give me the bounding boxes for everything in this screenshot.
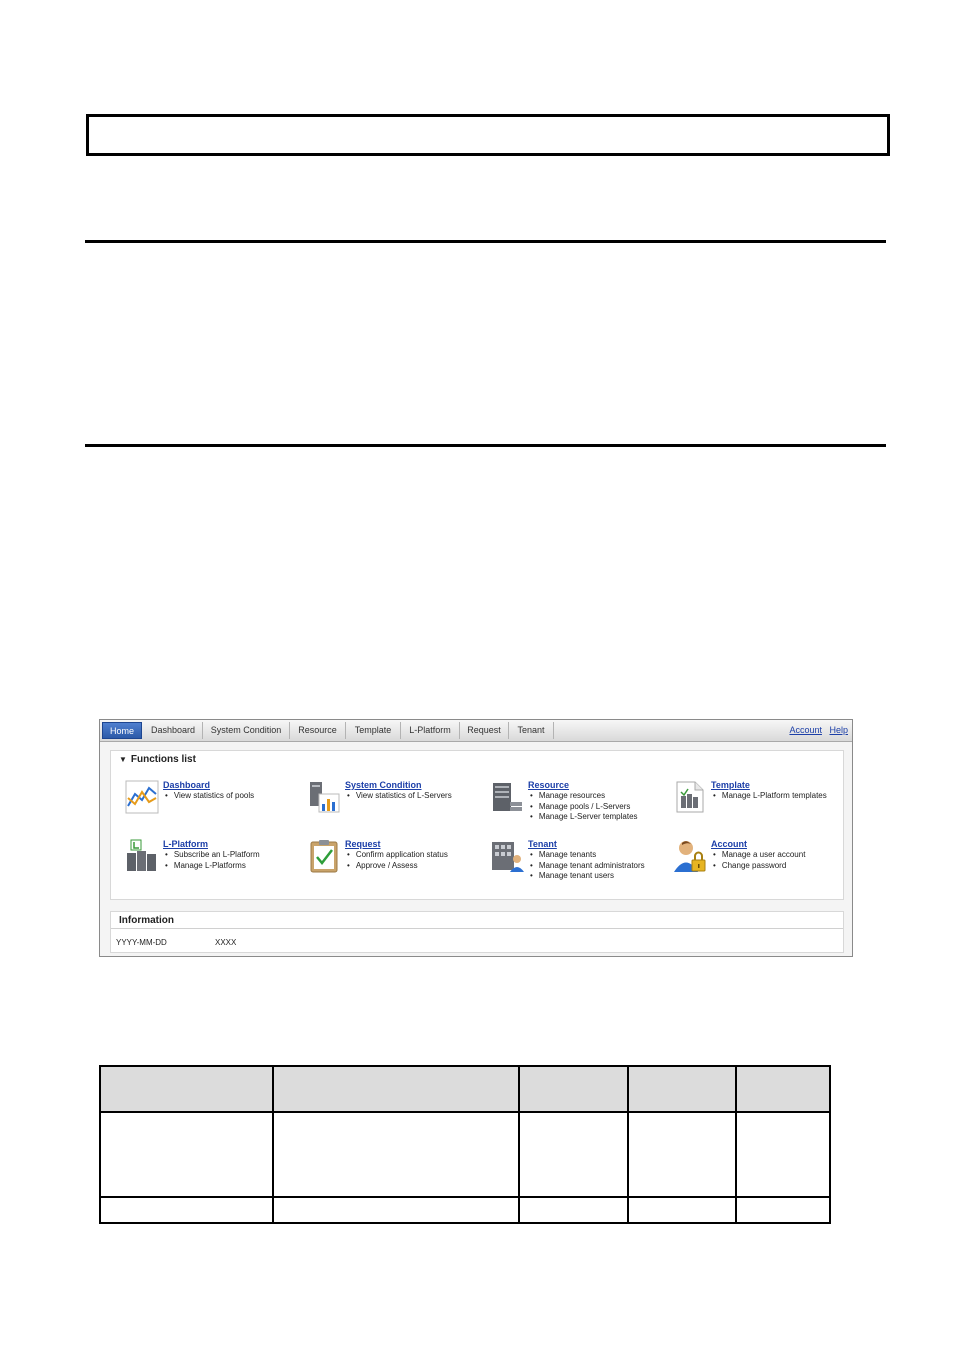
dashboard-chart-icon <box>125 780 159 814</box>
title-box <box>86 114 890 156</box>
bullet: • Manage resources <box>528 791 678 802</box>
functions-list-panel <box>110 750 844 900</box>
tab-tenant[interactable]: Tenant <box>509 722 554 739</box>
tenant-link[interactable]: Tenant <box>528 839 557 849</box>
function-dashboard-text <box>163 780 313 802</box>
table-cell <box>519 1197 628 1223</box>
function-request-text <box>345 839 495 871</box>
section-rule-2 <box>85 444 886 447</box>
table-cell <box>273 1112 519 1197</box>
l-platform-link[interactable]: L-Platform <box>163 839 208 849</box>
functions-list-title: Functions list <box>130 754 196 765</box>
top-links <box>784 725 848 735</box>
function-account-text <box>711 839 853 871</box>
table-header-cell <box>100 1066 273 1112</box>
bullet: • Confirm application status <box>345 850 495 861</box>
l-platform-icon <box>125 839 159 873</box>
function-template-text <box>711 780 853 802</box>
bullet: • Manage a user account <box>711 850 853 861</box>
information-title: Information <box>119 915 174 926</box>
tab-home[interactable]: Home <box>102 722 142 739</box>
bullet: • Manage tenants <box>528 850 678 861</box>
clipboard-check-icon <box>307 839 341 873</box>
function-l-platform-text <box>163 839 313 871</box>
bullet: • View statistics of pools <box>163 791 313 802</box>
tab-l-platform[interactable]: L-Platform <box>401 722 460 739</box>
table-cell <box>628 1112 736 1197</box>
request-link[interactable]: Request <box>345 839 381 849</box>
bullet: • Manage pools / L-Servers <box>528 802 678 813</box>
table-cell <box>628 1197 736 1223</box>
bullet: • Manage L-Platforms <box>163 861 313 872</box>
bullet: • Manage tenant users <box>528 871 678 882</box>
account-function-link[interactable]: Account <box>711 839 747 849</box>
function-tenant-text <box>528 839 678 882</box>
functions-list-header[interactable] <box>119 754 196 765</box>
collapse-triangle-icon: ▼ <box>119 755 127 764</box>
information-date: YYYY-MM-DD <box>116 938 167 947</box>
document-table <box>99 1065 831 1224</box>
template-document-icon <box>673 780 707 814</box>
tab-system-condition[interactable]: System Condition <box>203 722 290 739</box>
dashboard-link[interactable]: Dashboard <box>163 780 211 790</box>
bullet: • Change password <box>711 861 853 872</box>
tab-dashboard[interactable]: Dashboard <box>144 722 203 739</box>
table-cell <box>100 1197 273 1223</box>
console-screenshot <box>99 719 853 957</box>
tenant-building-icon <box>490 839 524 873</box>
information-divider <box>111 928 843 929</box>
information-panel <box>110 911 844 953</box>
table-cell <box>273 1197 519 1223</box>
system-condition-icon <box>307 780 341 814</box>
function-resource-text <box>528 780 678 823</box>
table-header-cell <box>628 1066 736 1112</box>
function-system-condition-text <box>345 780 495 802</box>
server-rack-icon <box>490 780 524 814</box>
table-cell <box>100 1112 273 1197</box>
system-condition-link[interactable]: System Condition <box>345 780 422 790</box>
tab-request[interactable]: Request <box>460 722 509 739</box>
bullet: • View statistics of L-Servers <box>345 791 495 802</box>
template-link[interactable]: Template <box>711 780 750 790</box>
table-header-cell <box>519 1066 628 1112</box>
bullet: • Manage L-Platform templates <box>711 791 853 802</box>
table-header-cell <box>273 1066 519 1112</box>
bullet: • Manage tenant administrators <box>528 861 678 872</box>
help-link[interactable]: Help <box>829 725 848 735</box>
tab-template[interactable]: Template <box>346 722 401 739</box>
table-cell <box>736 1197 830 1223</box>
bullet: • Manage L-Server templates <box>528 812 678 823</box>
table-cell <box>736 1112 830 1197</box>
table-header-row <box>100 1066 830 1112</box>
table-cell <box>519 1112 628 1197</box>
table-row <box>100 1112 830 1197</box>
resource-link[interactable]: Resource <box>528 780 570 790</box>
table-header-cell <box>736 1066 830 1112</box>
account-link[interactable]: Account <box>789 725 822 735</box>
menu-bar <box>100 720 852 742</box>
bullet: • Approve / Assess <box>345 861 495 872</box>
bullet: • Subscribe an L-Platform <box>163 850 313 861</box>
section-rule-1 <box>85 240 886 243</box>
tab-resource[interactable]: Resource <box>290 722 346 739</box>
information-text: XXXX <box>215 938 237 947</box>
table-row <box>100 1197 830 1223</box>
user-lock-icon <box>673 839 707 873</box>
